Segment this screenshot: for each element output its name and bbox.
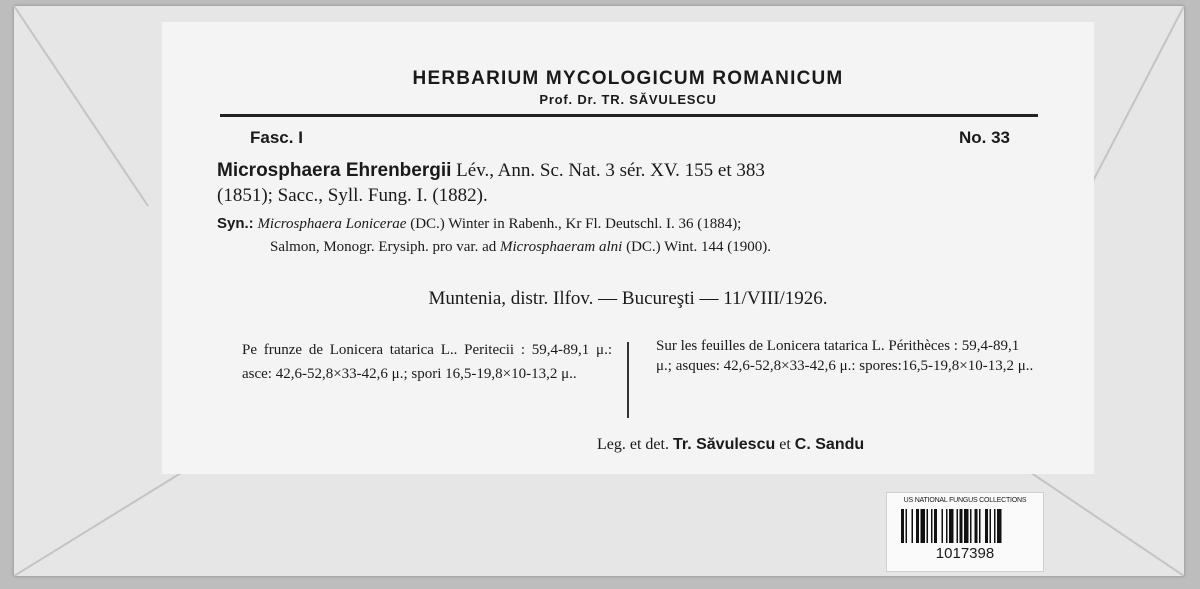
- herbarium-subtitle: Prof. Dr. TR. SĂVULESCU: [539, 92, 717, 107]
- collection-locality: Muntenia, distr. Ilfov. — Bucureşti — 11/VIII/1926.: [428, 288, 828, 309]
- collector-2: C. Sandu: [794, 436, 865, 453]
- synonym-rest-1: (DC.) Winter in Rabenh., Kr Fl. Deutschl. I. 36 (1884);: [406, 216, 742, 232]
- synonym-name-1: Microsphaera Lonicerae: [257, 216, 407, 232]
- barcode-label: [886, 492, 1044, 572]
- barcode-icon: [901, 509, 1029, 543]
- collector-1: Tr. Săvulescu: [672, 436, 776, 453]
- description-romanian: Pe frunze de Lonicera tatarica L.. Peritecii : 59,4-89,1 μ.: asce: 42,6-52,8×33-42,6 μ.; spori 16,5-19,8×10-13,2 μ..: [242, 342, 612, 382]
- species-name: Microsphaera Ehrenbergii: [217, 160, 452, 181]
- collectors-line: [597, 436, 864, 454]
- species-citation: [217, 158, 1047, 208]
- synonym-line2-prefix: Salmon, Monogr. Erysiph. pro var. ad: [270, 239, 500, 255]
- barcode-number: 1017398: [935, 545, 995, 562]
- citation-line2: (1851); Sacc., Syll. Fung. I. (1882).: [217, 185, 488, 206]
- collectors-prefix: Leg. et det.: [597, 436, 673, 453]
- fascicle-number: Fasc. I: [250, 128, 303, 147]
- specimen-number: No. 33: [958, 128, 1010, 147]
- collectors-conjunction: et: [775, 436, 795, 453]
- description-french: Sur les feuilles de Lonicera tatarica L. Périthèces : 59,4-89,1 μ.; asques: 42,6-52,8×33-42,6 μ.: spores:16,5-19,8×10-13,2 μ..: [656, 338, 1034, 374]
- synonym-line-2: [217, 236, 1047, 259]
- synonym-name-2: Microsphaeram alni: [499, 239, 623, 255]
- synonyms-label: Syn.:: [217, 215, 254, 232]
- citation-line1: Lév., Ann. Sc. Nat. 3 sér. XV. 155 et 383: [451, 160, 765, 181]
- barcode-caption: US NATIONAL FUNGUS COLLECTIONS: [903, 497, 1027, 504]
- herbarium-title: HERBARIUM MYCOLOGICUM ROMANICUM: [412, 68, 844, 89]
- header-rule: [220, 114, 1038, 117]
- synonym-line2-suffix: (DC.) Wint. 144 (1900).: [622, 239, 772, 255]
- envelope: [14, 6, 1184, 576]
- specimen-label: [162, 22, 1094, 474]
- column-divider: [627, 342, 629, 418]
- synonyms-block: [217, 212, 1047, 259]
